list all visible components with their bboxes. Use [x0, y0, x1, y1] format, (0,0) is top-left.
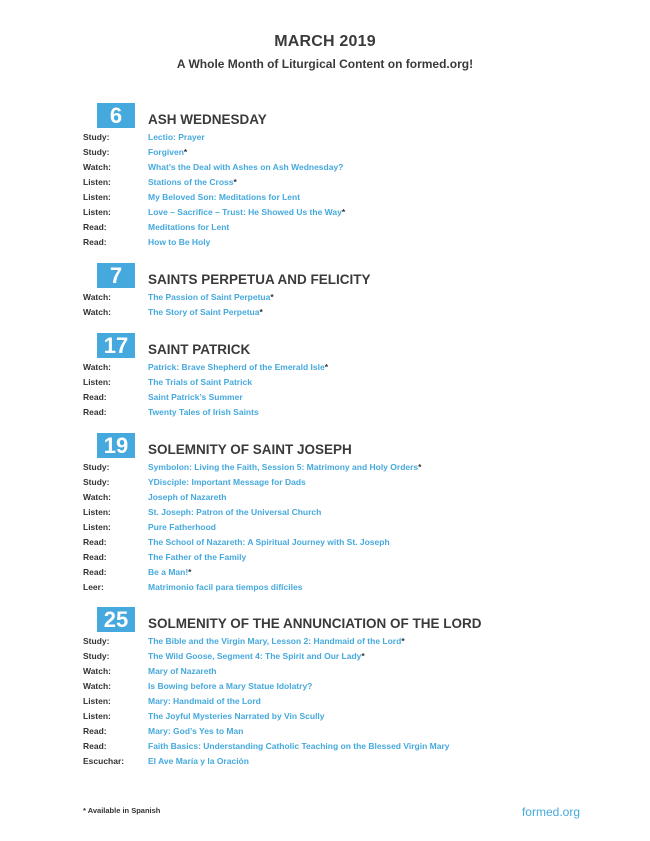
media-type-label: Watch: — [83, 362, 112, 372]
content-link[interactable] — [148, 290, 274, 305]
list-item — [0, 694, 650, 709]
content-title[interactable]: Mary: God’s Yes to Man — [148, 726, 244, 736]
media-type-label: Read: — [83, 741, 107, 751]
media-type-label: Study: — [83, 132, 110, 142]
content-link[interactable] — [148, 190, 300, 205]
content-link[interactable] — [148, 535, 390, 550]
media-type-label: Read: — [83, 237, 107, 247]
media-type-label: Watch: — [83, 492, 112, 502]
content-link[interactable] — [148, 679, 312, 694]
list-item — [0, 190, 650, 205]
content-link[interactable] — [148, 475, 306, 490]
list-item — [0, 205, 650, 220]
content-title[interactable]: Joseph of Nazareth — [148, 492, 227, 502]
content-title[interactable]: The Trials of Saint Patrick — [148, 377, 252, 387]
spanish-available-mark: * — [418, 462, 422, 472]
media-type-label: Study: — [83, 462, 110, 472]
content-link[interactable] — [148, 709, 325, 724]
list-item — [0, 520, 650, 535]
list-item — [0, 580, 650, 595]
spanish-available-mark: * — [270, 292, 274, 302]
content-title[interactable]: Saint Patrick’s Summer — [148, 392, 243, 402]
media-type-label: Listen: — [83, 177, 111, 187]
list-item — [0, 505, 650, 520]
content-list — [0, 290, 650, 320]
day-badge: 17 — [97, 333, 135, 358]
media-type-label: Read: — [83, 552, 107, 562]
media-type-label: Read: — [83, 392, 107, 402]
page-title: MARCH 2019 — [274, 33, 376, 50]
content-title[interactable]: St. Joseph: Patron of the Universal Church — [148, 507, 322, 517]
content-link[interactable] — [148, 580, 302, 595]
list-item — [0, 175, 650, 190]
content-link[interactable] — [148, 220, 229, 235]
spanish-available-mark: * — [233, 177, 237, 187]
media-type-label: Read: — [83, 407, 107, 417]
list-item — [0, 679, 650, 694]
section-title: SOLMENITY OF THE ANNUNCIATION OF THE LORD — [148, 616, 482, 631]
content-link[interactable] — [148, 390, 243, 405]
content-title[interactable]: Mary of Nazareth — [148, 666, 217, 676]
content-title[interactable]: The School of Nazareth: A Spiritual Journey with St. Joseph — [148, 537, 390, 547]
list-item — [0, 535, 650, 550]
list-item — [0, 220, 650, 235]
content-link[interactable] — [148, 460, 421, 475]
spanish-available-mark: * — [183, 147, 188, 157]
page-subtitle: A Whole Month of Liturgical Content on formed.org! — [176, 57, 474, 71]
media-type-label: Listen: — [83, 711, 111, 721]
content-link[interactable] — [148, 649, 365, 664]
media-type-label: Read: — [83, 726, 107, 736]
content-title[interactable]: YDisciple: Important Message for Dads — [148, 477, 306, 487]
list-item — [0, 460, 650, 475]
section-title: ASH WEDNESDAY — [148, 112, 267, 127]
content-list — [0, 360, 650, 420]
list-item — [0, 305, 650, 320]
content-title[interactable]: Meditations for Lent — [148, 222, 230, 232]
section-title: SAINTS PERPETUA AND FELICITY — [148, 272, 371, 287]
list-item — [0, 649, 650, 664]
content-title[interactable]: Patrick: Brave Shepherd of the Emerald Isle — [148, 362, 325, 372]
content-link[interactable] — [148, 520, 216, 535]
media-type-label: Escuchar: — [83, 756, 125, 766]
list-item — [0, 235, 650, 250]
list-item — [0, 490, 650, 505]
list-item — [0, 709, 650, 724]
content-link[interactable] — [148, 694, 261, 709]
content-link[interactable] — [148, 175, 237, 190]
list-item — [0, 405, 650, 420]
content-link[interactable] — [148, 664, 217, 679]
spanish-available-mark: * — [341, 207, 346, 217]
day-badge: 6 — [97, 103, 135, 128]
footnote: * Available in Spanish — [83, 806, 161, 815]
content-title[interactable]: The Bible and the Virgin Mary, Lesson 2: Handmaid of the Lord — [148, 636, 402, 646]
content-title[interactable]: El Ave María y la Oración — [148, 756, 249, 766]
spanish-available-mark: * — [324, 362, 328, 372]
content-link[interactable] — [148, 634, 405, 649]
content-link[interactable] — [148, 505, 321, 520]
day-badge: 7 — [97, 263, 135, 288]
content-list — [0, 634, 650, 769]
content-title[interactable]: Love – Sacrifice – Trust: He Showed Us the Way — [148, 207, 342, 217]
media-type-label: Watch: — [83, 666, 112, 676]
content-link[interactable] — [148, 235, 210, 250]
content-title[interactable]: Twenty Tales of Irish Saints — [148, 407, 259, 417]
content-title[interactable]: Pure Fatherhood — [148, 522, 217, 532]
media-type-label: Read: — [83, 222, 107, 232]
content-link[interactable] — [148, 130, 205, 145]
list-item — [0, 664, 650, 679]
content-list — [0, 130, 650, 250]
media-type-label: Watch: — [83, 162, 112, 172]
content-link[interactable] — [148, 405, 259, 420]
content-link[interactable] — [148, 754, 249, 769]
content-title[interactable]: The Wild Goose, Segment 4: The Spirit and Our Lady — [148, 651, 362, 661]
media-type-label: Watch: — [83, 292, 112, 302]
media-type-label: Watch: — [83, 307, 112, 317]
list-item — [0, 130, 650, 145]
content-link[interactable] — [148, 724, 243, 739]
list-item — [0, 390, 650, 405]
content-title[interactable]: Faith Basics: Understanding Catholic Teaching on the Blessed Virgin Mary — [148, 741, 450, 751]
content-title[interactable]: How to Be Holy — [148, 237, 211, 247]
media-type-label: Listen: — [83, 507, 111, 517]
content-title[interactable]: The Passion of Saint Perpetua — [148, 292, 271, 302]
content-link[interactable] — [148, 565, 191, 580]
media-type-label: Study: — [83, 651, 110, 661]
list-item — [0, 565, 650, 580]
list-item — [0, 475, 650, 490]
content-title[interactable]: Is Bowing before a Mary Statue Idolatry? — [148, 681, 313, 691]
content-title[interactable]: What’s the Deal with Ashes on Ash Wednesday? — [148, 162, 344, 172]
spanish-available-mark: * — [361, 651, 365, 661]
media-type-label: Listen: — [83, 192, 111, 202]
spanish-available-mark: * — [401, 636, 405, 646]
content-link[interactable] — [148, 550, 246, 565]
list-item — [0, 754, 650, 769]
content-title[interactable]: Mary: Handmaid of the Lord — [148, 696, 261, 706]
content-link[interactable] — [148, 305, 263, 320]
content-list — [0, 460, 650, 595]
spanish-available-mark: * — [188, 567, 192, 577]
content-link[interactable] — [148, 360, 328, 375]
list-item — [0, 290, 650, 305]
list-item — [0, 634, 650, 649]
media-type-label: Watch: — [83, 681, 112, 691]
media-type-label: Listen: — [83, 522, 111, 532]
media-type-label: Listen: — [83, 696, 111, 706]
media-type-label: Study: — [83, 636, 110, 646]
content-link[interactable] — [148, 160, 343, 175]
content-title[interactable]: The Father of the Family — [148, 552, 247, 562]
media-type-label: Study: — [83, 147, 110, 157]
section-title: SOLEMNITY OF SAINT JOSEPH — [148, 442, 352, 457]
list-item — [0, 375, 650, 390]
media-type-label: Leer: — [83, 582, 104, 592]
content-link[interactable] — [148, 490, 226, 505]
section-title: SAINT PATRICK — [148, 342, 251, 357]
day-badge: 25 — [97, 607, 135, 632]
list-item — [0, 739, 650, 754]
list-item — [0, 145, 650, 160]
content-title[interactable]: The Joyful Mysteries Narrated by Vin Scully — [148, 711, 325, 721]
content-title[interactable]: Lectio: Prayer — [148, 132, 205, 142]
media-type-label: Study: — [83, 477, 110, 487]
list-item — [0, 550, 650, 565]
content-title[interactable]: Stations of the Cross — [148, 177, 234, 187]
content-title[interactable]: The Story of Saint Perpetua — [148, 307, 260, 317]
content-title[interactable]: Forgiven — [148, 147, 184, 157]
content-link[interactable] — [148, 205, 345, 220]
list-item — [0, 724, 650, 739]
content-title[interactable]: My Beloved Son: Meditations for Lent — [148, 192, 301, 202]
content-title[interactable]: Symbolon: Living the Faith, Session 5: Matrimony and Holy Orders — [148, 462, 419, 472]
content-link[interactable] — [148, 145, 187, 160]
day-badge: 19 — [97, 433, 135, 458]
spanish-available-mark: * — [259, 307, 263, 317]
media-type-label: Listen: — [83, 377, 111, 387]
media-type-label: Read: — [83, 567, 107, 577]
list-item — [0, 360, 650, 375]
site-link[interactable]: formed.org — [521, 805, 580, 819]
content-title[interactable]: Matrimonio facil para tiempos difíciles — [148, 582, 303, 592]
content-link[interactable] — [148, 375, 252, 390]
list-item — [0, 160, 650, 175]
media-type-label: Listen: — [83, 207, 111, 217]
content-link[interactable] — [148, 739, 450, 754]
content-title[interactable]: Be a Man! — [148, 567, 189, 577]
media-type-label: Read: — [83, 537, 107, 547]
